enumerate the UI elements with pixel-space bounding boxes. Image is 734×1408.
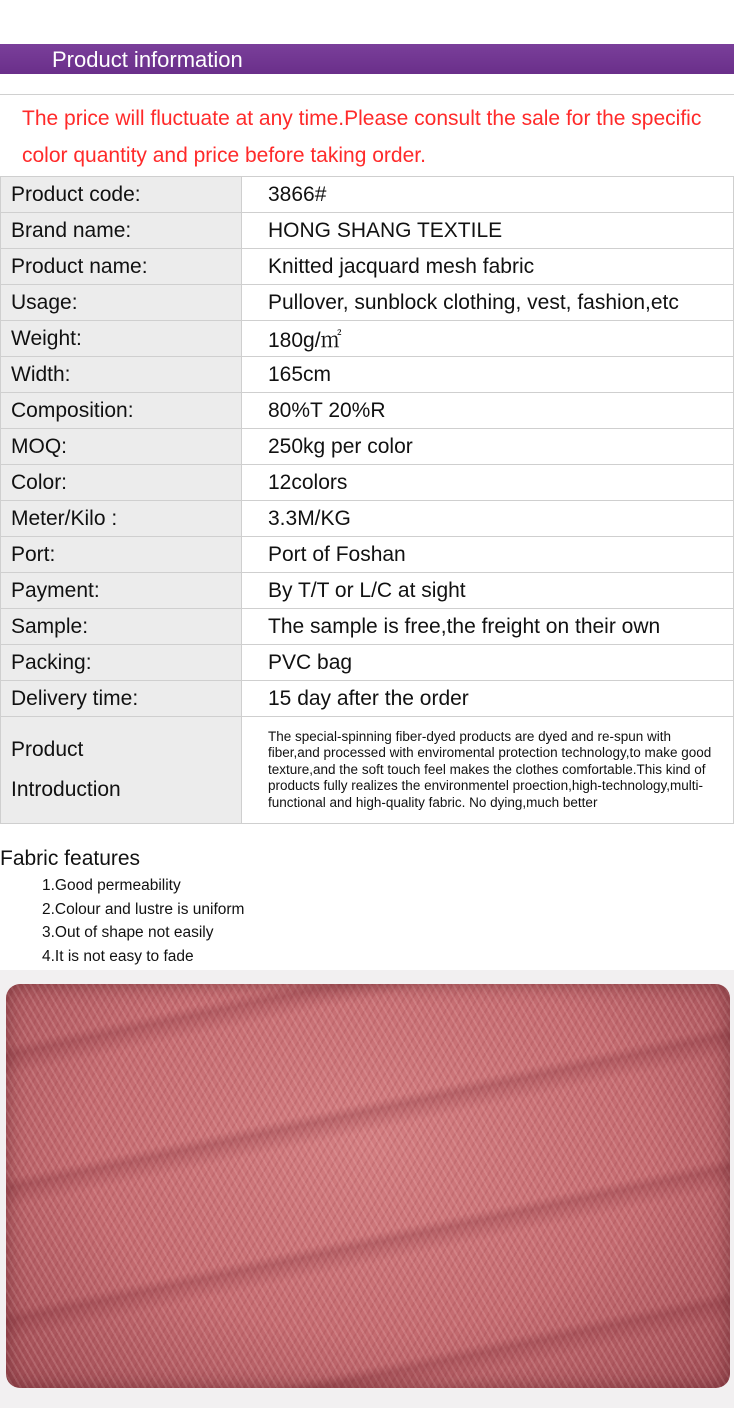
spec-label: Product name:: [1, 249, 242, 285]
spec-value: 165cm: [242, 357, 734, 393]
table-row: [1, 285, 734, 321]
table-row: [1, 213, 734, 249]
spec-label: Packing:: [1, 645, 242, 681]
table-row: [1, 429, 734, 465]
introduction-label-line2: Introduction: [11, 778, 121, 801]
spec-value: 180g/㎡: [242, 321, 734, 357]
table-row: [1, 501, 734, 537]
spec-value: 3866#: [242, 177, 734, 213]
spec-value: 12colors: [242, 465, 734, 501]
features-title: Fabric features: [0, 847, 141, 870]
table-row: [1, 393, 734, 429]
product-information-header: [0, 44, 734, 74]
spec-label: Meter/Kilo :: [1, 501, 242, 537]
table-row: [1, 357, 734, 393]
spec-label: Port:: [1, 537, 242, 573]
table-row: [1, 681, 734, 717]
spec-table-body: [1, 177, 734, 824]
feature-item: 3.Out of shape not easily: [42, 924, 214, 941]
spec-value: By T/T or L/C at sight: [242, 573, 734, 609]
spec-value: Pullover, sunblock clothing, vest, fashion,etc: [242, 285, 734, 321]
spec-label: Sample:: [1, 609, 242, 645]
header-title: Product information: [52, 47, 243, 72]
feature-item: 4.It is not easy to fade: [42, 947, 194, 965]
divider: [0, 94, 734, 95]
spec-label: Composition:: [1, 393, 242, 429]
introduction-text: The special-spinning fiber-dyed products are dyed and re-spun with fiber,and processed with enviromental protection technology,to make good texture,and the soft touch feel makes the clothes comfortable.This kind of products fully realizes the environmentel proection,high-technology,multi-functional and high-quality fabric. No dying,much better: [242, 717, 734, 824]
features-list: [42, 874, 244, 968]
table-row: [1, 321, 734, 357]
spec-label: Color:: [1, 465, 242, 501]
table-row: [1, 609, 734, 645]
spec-label: Payment:: [1, 573, 242, 609]
table-row: [1, 177, 734, 213]
spec-value: The sample is free,the freight on their own: [242, 609, 734, 645]
spec-value: Knitted jacquard mesh fabric: [242, 249, 734, 285]
spec-label: Usage:: [1, 285, 242, 321]
table-row-introduction: [1, 717, 734, 824]
introduction-label: [1, 717, 242, 824]
feature-item: 2.Colour and lustre is uniform: [42, 900, 245, 918]
spec-label: MOQ:: [1, 429, 242, 465]
introduction-label-line1: Product: [11, 738, 84, 761]
table-row: [1, 465, 734, 501]
spec-label: Width:: [1, 357, 242, 393]
spec-label: Product code:: [1, 177, 242, 213]
feature-item: 1.Good permeability: [42, 877, 181, 894]
table-row: [1, 537, 734, 573]
price-notice: The price will fluctuate at any time.Please consult the sale for the specific color quantity and price before taking order.: [22, 107, 702, 167]
spec-label: Weight:: [1, 321, 242, 357]
table-row: [1, 573, 734, 609]
table-row: [1, 249, 734, 285]
spec-value: HONG SHANG TEXTILE: [242, 213, 734, 249]
spec-value: Port of Foshan: [242, 537, 734, 573]
spec-value: 80%T 20%R: [242, 393, 734, 429]
spec-label: Brand name:: [1, 213, 242, 249]
spec-value: PVC bag: [242, 645, 734, 681]
fabric-photo: [6, 984, 730, 1388]
table-row: [1, 645, 734, 681]
spec-value: 250kg per color: [242, 429, 734, 465]
spec-table: [0, 176, 734, 824]
spec-value: 3.3M/KG: [242, 501, 734, 537]
spec-value: 15 day after the order: [242, 681, 734, 717]
spec-label: Delivery time:: [1, 681, 242, 717]
